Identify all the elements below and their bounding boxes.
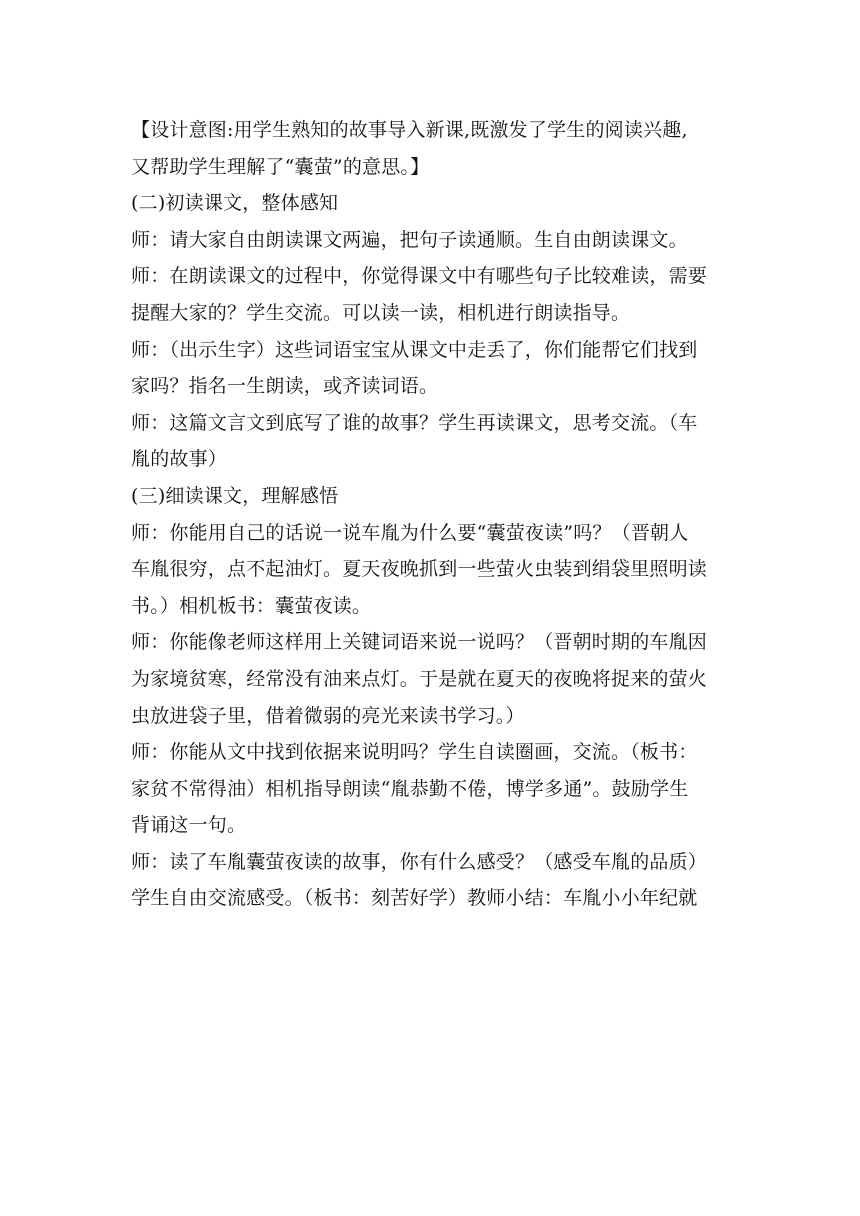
- text-line: 师：在朗读课文的过程中，你觉得课文中有哪些句子比较难读，需要: [131, 265, 708, 288]
- text-line: 师：读了车胤囊萤夜读的故事，你有什么感受？（感受车胤的品质）: [131, 850, 708, 873]
- design-intent-line-1: 【设计意图:用学生熟知的故事导入新课,既激发了学生的阅读兴趣,: [131, 119, 688, 141]
- text-line: 背诵这一句。: [131, 814, 247, 837]
- text-line: 胤的故事）: [131, 448, 228, 471]
- design-intent-line-2: 又帮助学生理解了“囊萤”的意思。】: [131, 155, 430, 178]
- text-line: 车胤很穷，点不起油灯。夏天夜晚抓到一些萤火虫装到绢袋里照明读: [131, 558, 708, 581]
- text-line: 师：你能用自己的话说一说车胤为什么要“囊萤夜读”吗？（晋朝人: [131, 521, 689, 544]
- text-line: 学生自由交流感受。（板书：刻苦好学）教师小结：车胤小小年纪就: [131, 887, 698, 910]
- text-line: 书。）相机板书：囊萤夜读。: [131, 594, 372, 617]
- text-line: 为家境贫寒，经常没有油来点灯。于是就在夏天的夜晚将捉来的萤火: [131, 667, 708, 690]
- text-line: 提醒大家的？学生交流。可以读一读，相机进行朗读指导。: [131, 301, 631, 324]
- text-line: 家贫不常得油）相机指导朗读“胤恭勤不倦，博学多通”。鼓励学生: [131, 777, 689, 800]
- text-line: 师：你能从文中找到依据来说明吗？学生自读圈画，交流。（板书：: [131, 741, 698, 764]
- section-heading-2: (二)初读课文，整体感知: [131, 192, 339, 215]
- text-line: 师：（出示生字）这些词语宝宝从课文中走丢了，你们能帮它们找到: [131, 338, 698, 361]
- text-line: 虫放进袋子里，借着微弱的亮光来读书学习。）: [131, 704, 525, 727]
- section-heading-3: (三)细读课文，理解感悟: [131, 484, 339, 507]
- document-body: [131, 112, 731, 917]
- text-line: 师：这篇文言文到底写了谁的故事？学生再读课文，思考交流。（车: [131, 411, 698, 434]
- text-line: 师：你能像老师这样用上关键词语来说一说吗？（晋朝时期的车胤因: [131, 631, 708, 654]
- text-line: 家吗？指名一生朗读，或齐读词语。: [131, 375, 439, 398]
- text-line: 师：请大家自由朗读课文两遍，把句子读通顺。生自由朗读课文。: [131, 228, 688, 251]
